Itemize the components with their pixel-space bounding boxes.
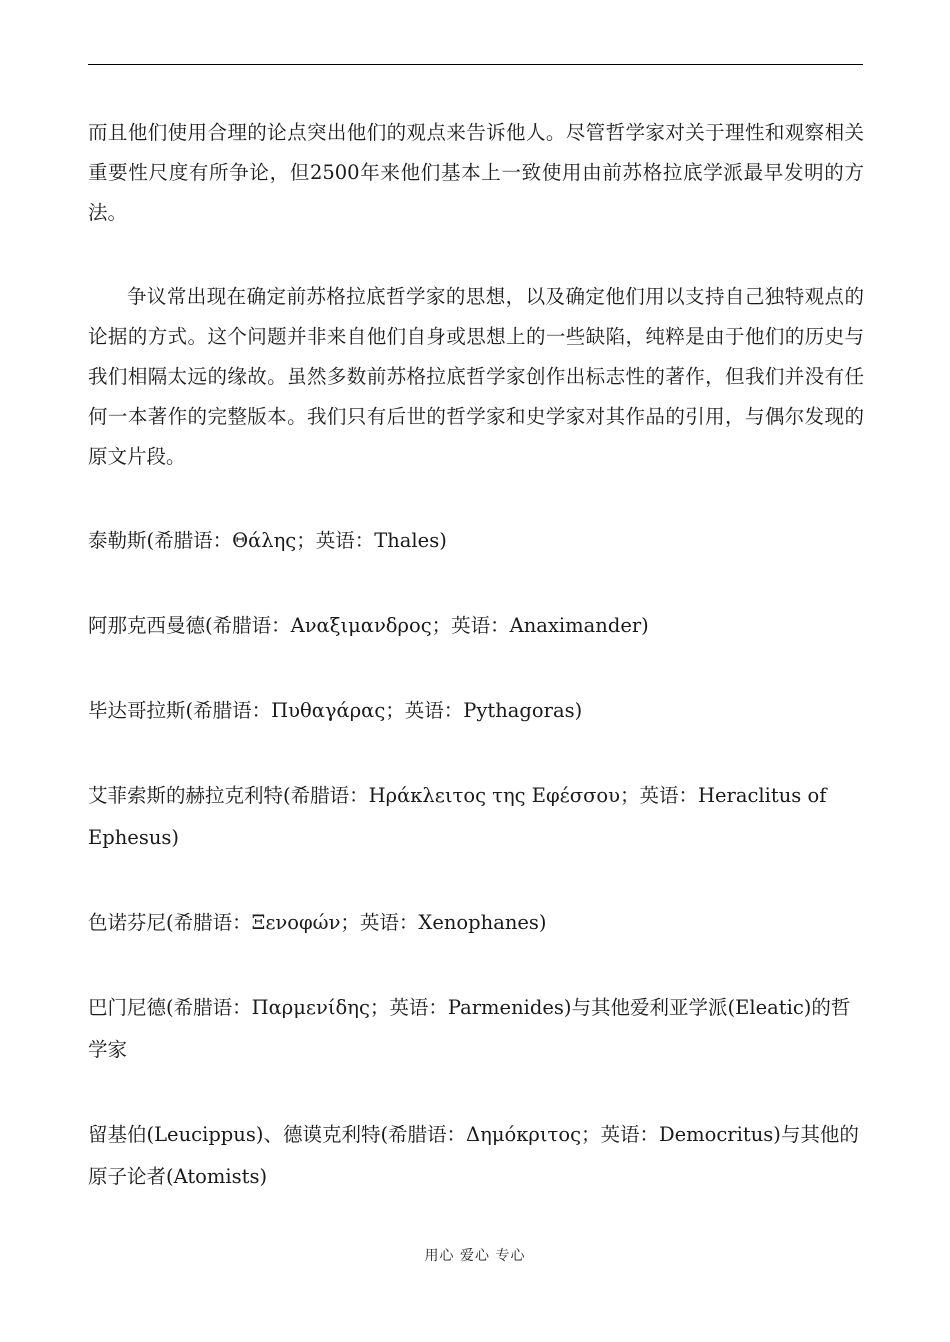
document-body xyxy=(88,113,864,1198)
philosopher-entry: 巴门尼德(希腊语：Παρμενίδης；英语：Parmenides)与其他爱利亚学派(Eleatic)的哲学家 xyxy=(88,996,851,1061)
philosopher-entry: 色诺芬尼(希腊语：Ξενοφών；英语：Xenophanes) xyxy=(88,911,547,934)
page-footer: 用心 爱心 专心 xyxy=(424,1248,526,1264)
paragraph: 争议常出现在确定前苏格拉底哲学家的思想，以及确定他们用以支持自己独特观点的论据的方式。这个问题并非来自他们自身或思想上的一些缺陷，纯粹是由于他们的历史与我们相隔太远的缘故。虽然多数前苏格拉底哲学家创作出标志性的著作，但我们并没有任何一本著作的完整版本。我们只有后世的哲学家和史学家对其作品的引用，与偶尔发现的原文片段。 xyxy=(88,285,864,468)
paragraph: 而且他们使用合理的论点突出他们的观点来告诉他人。尽管哲学家对关于理性和观察相关重要性尺度有所争论，但2500年来他们基本上一致使用由前苏格拉底学派最早发明的方法。 xyxy=(88,121,864,224)
header-rule xyxy=(88,64,863,65)
philosopher-entry: 毕达哥拉斯(希腊语：Πυθαγάρας；英语：Pythagoras) xyxy=(88,699,583,722)
philosopher-entry: 阿那克西曼德(希腊语：Αναξιμανδρος；英语：Anaximander) xyxy=(88,614,649,637)
philosopher-entry: 艾菲索斯的赫拉克利特(希腊语：Ηράκλειτος της Εφέσσου；英语：Heraclitus of Ephesus) xyxy=(88,784,827,849)
philosopher-entry: 泰勒斯(希腊语：Θάλης；英语：Thales) xyxy=(88,529,447,552)
philosopher-entry: 留基伯(Leucippus)、德谟克利特(希腊语：Δημόκριτος；英语：Democritus)与其他的原子论者(Atomists) xyxy=(88,1123,859,1188)
